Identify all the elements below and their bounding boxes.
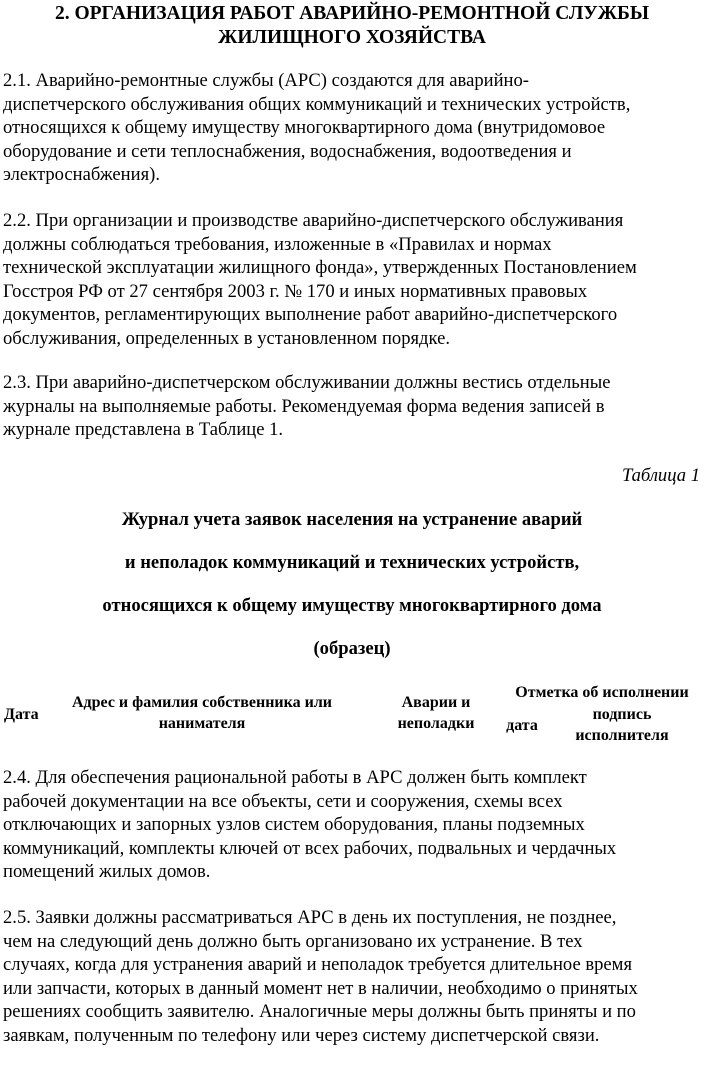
header-address (48, 692, 356, 734)
section-title (0, 2, 704, 50)
header-accidents-line: неполадки (397, 715, 475, 732)
paragraph-line: журналы на выполняемые работы. Рекомендуемая форма ведения записей в (3, 395, 605, 417)
paragraph-line: электроснабжения). (3, 164, 160, 186)
paragraph-line: помещений жилых домов. (3, 861, 211, 883)
paragraph-line: отключающих и запорных узлов систем оборудования, планы подземных (3, 814, 585, 836)
paragraph-line: диспетчерского обслуживания общих коммуникаций и технических устройств, (3, 93, 631, 115)
journal-title-line: и неполадок коммуникаций и технических устройств, (124, 552, 580, 573)
journal-title-line: Журнал учета заявок населения на устранение аварий (121, 509, 583, 530)
section-title-line: 2. ОРГАНИЗАЦИЯ РАБОТ АВАРИЙНО-РЕМОНТНОЙ СЛУЖБЫ (54, 3, 650, 24)
paragraph-line: 2.3. При аварийно-диспетчерском обслуживании должны вестись отдельные (3, 372, 611, 393)
paragraph-2-1 (3, 69, 703, 187)
paragraph-2-5 (3, 906, 703, 1048)
header-accidents (380, 692, 492, 734)
header-address-line: Адрес и фамилия собственника или (71, 694, 333, 711)
journal-title-line: относящихся к общему имуществу многоквартирного дома (102, 595, 602, 616)
paragraph-line: рабочей документации на все объекты, сети и сооружения, схемы всех (3, 790, 563, 812)
paragraph-line: заявкам, полученным по телефону или через систему диспетчерской связи. (3, 1024, 600, 1046)
header-date: Дата (4, 706, 39, 723)
header-address-line: нанимателя (158, 715, 246, 732)
paragraph-line: 2.1. Аварийно-ремонтные службы (АРС) создаются для аварийно- (3, 70, 529, 91)
paragraph-2-2 (3, 209, 703, 351)
journal-subtitle: (образец) (313, 638, 391, 659)
paragraph-line: 2.2. При организации и производстве аварийно-диспетчерского обслуживания (3, 210, 624, 231)
paragraph-line: Госстроя РФ от 27 сентября 2003 г. № 170 и иных нормативных правовых (3, 280, 588, 302)
paragraph-line: 2.4. Для обеспечения рациональной работы в АРС должен быть комплект (3, 767, 587, 788)
paragraph-line: или запчасти, которых в данный момент нет в наличии, необходимо о принятых (3, 977, 638, 999)
header-signature (556, 704, 688, 746)
paragraph-line: 2.5. Заявки должны рассматриваться АРС в день их поступления, не позднее, (3, 907, 617, 928)
paragraph-line: случаях, когда для устранения аварий и неполадок требуется длительное время (3, 954, 632, 976)
paragraph-line: журнале представлена в Таблице 1. (3, 419, 284, 441)
paragraph-line: коммуникаций, комплекты ключей от всех рабочих, подвальных и чердачных (3, 837, 617, 859)
paragraph-line: относящихся к общему имуществу многоквартирного дома (внутридомовое (3, 117, 606, 139)
paragraph-line: должны соблюдаться требования, изложенные в «Правилах и нормах (3, 233, 552, 255)
paragraph-2-4 (3, 766, 703, 884)
paragraph-line: обслуживания, определенных в установленном порядке. (3, 327, 450, 349)
header-exec-date: дата (506, 717, 538, 734)
paragraph-line: решениях сообщить заявителю. Аналогичные меры должны быть приняты и по (3, 1001, 636, 1023)
header-signature-line: подпись (592, 706, 652, 723)
table-label: Таблица 1 (621, 465, 700, 486)
paragraph-2-3 (3, 371, 703, 442)
paragraph-line: технической эксплуатации жилищного фонда», утвержденных Постановлением (3, 257, 637, 279)
paragraph-line: документов, регламентирующих выполнение работ аварийно-диспетчерского (3, 304, 618, 326)
header-signature-line: исполнителя (575, 727, 669, 744)
header-accidents-line: Аварии и (401, 694, 471, 711)
header-execution-mark: Отметка об исполнении (515, 684, 689, 701)
paragraph-line: оборудование и сети теплоснабжения, водоснабжения, водоотведения и (3, 140, 572, 162)
section-title-line: ЖИЛИЩНОГО ХОЗЯЙСТВА (218, 27, 486, 48)
paragraph-line: чем на следующий день должно быть организовано их устранение. В тех (3, 930, 583, 952)
